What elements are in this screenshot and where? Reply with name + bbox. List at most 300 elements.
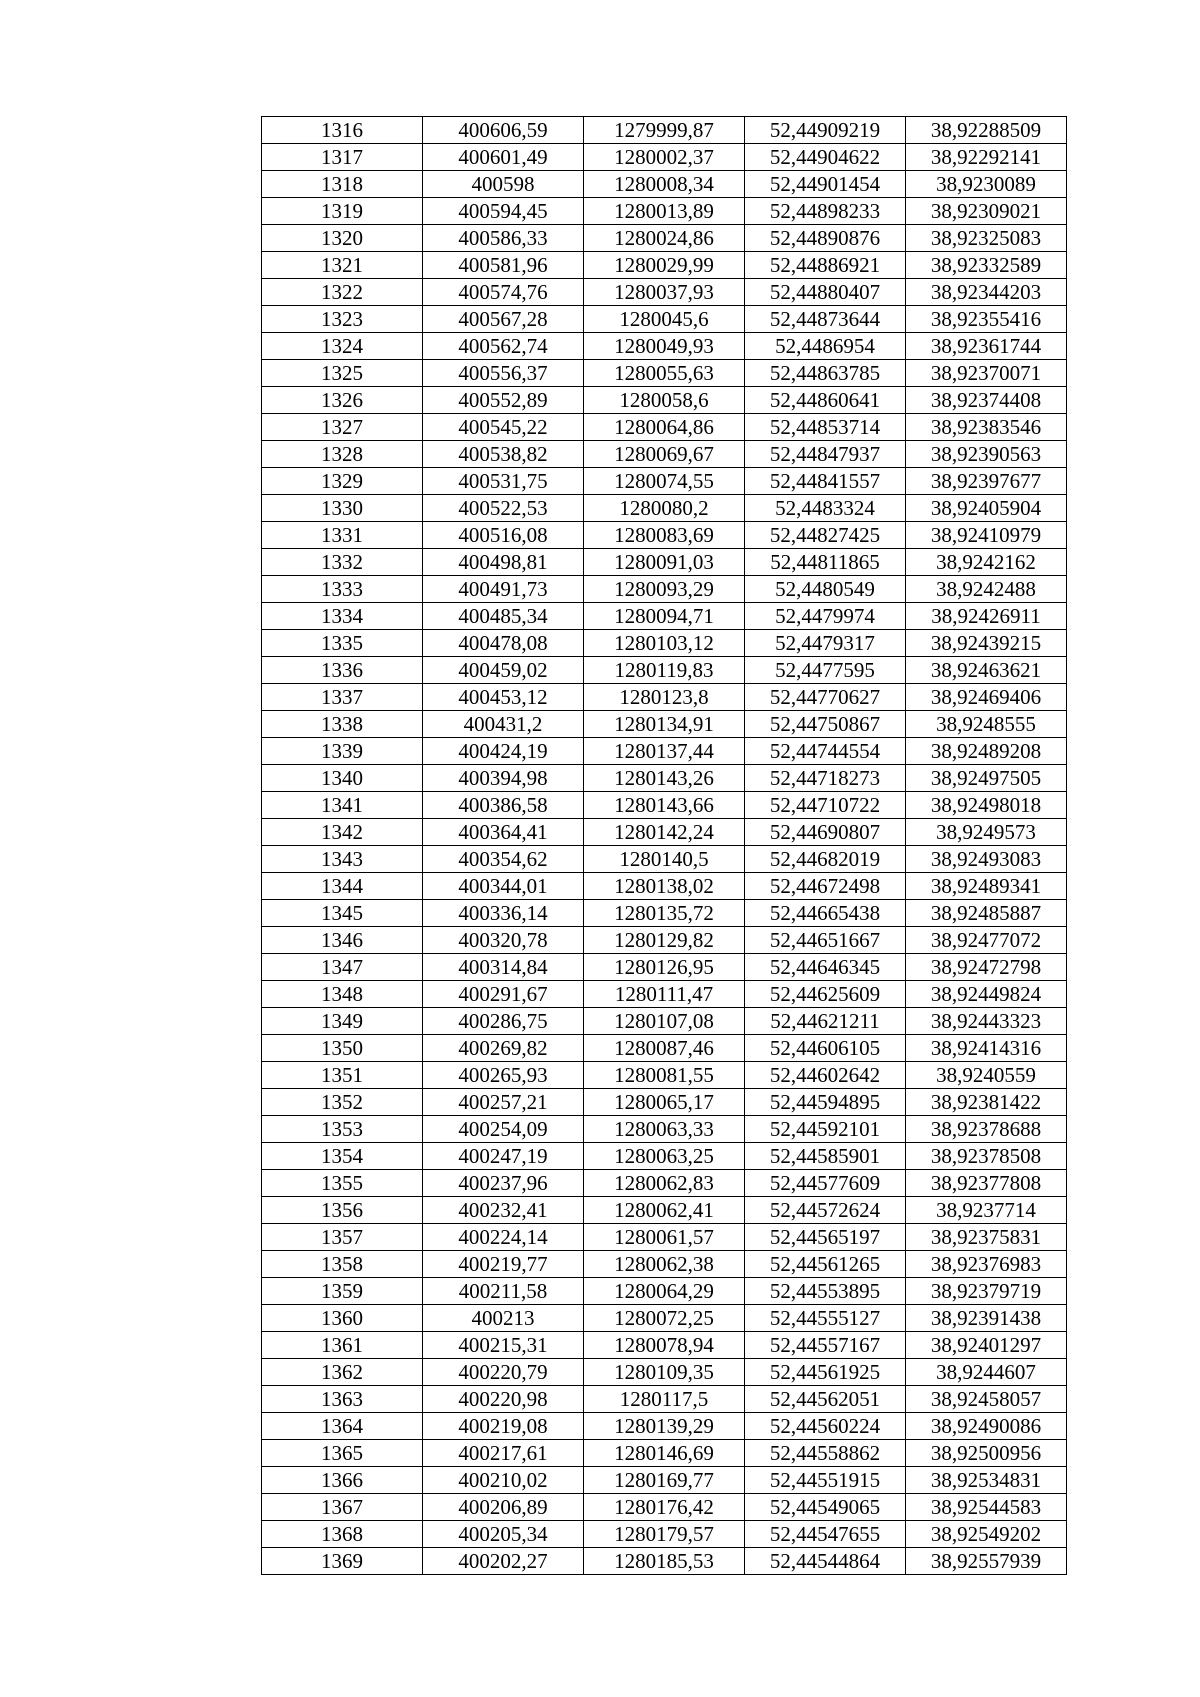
point-number-cell: 1360 xyxy=(262,1305,423,1332)
latitude-cell: 52,44904622 xyxy=(745,144,906,171)
point-number-cell: 1357 xyxy=(262,1224,423,1251)
longitude-cell: 38,92458057 xyxy=(906,1386,1067,1413)
latitude-cell: 52,44847937 xyxy=(745,441,906,468)
x-coordinate-cell: 400598 xyxy=(423,171,584,198)
latitude-cell: 52,44544864 xyxy=(745,1548,906,1575)
latitude-cell: 52,4483324 xyxy=(745,495,906,522)
point-number-cell: 1325 xyxy=(262,360,423,387)
x-coordinate-cell: 400237,96 xyxy=(423,1170,584,1197)
longitude-cell: 38,92490086 xyxy=(906,1413,1067,1440)
latitude-cell: 52,44672498 xyxy=(745,873,906,900)
longitude-cell: 38,92355416 xyxy=(906,306,1067,333)
longitude-cell: 38,92397677 xyxy=(906,468,1067,495)
longitude-cell: 38,9237714 xyxy=(906,1197,1067,1224)
latitude-cell: 52,44594895 xyxy=(745,1089,906,1116)
longitude-cell: 38,92401297 xyxy=(906,1332,1067,1359)
y-coordinate-cell: 1280176,42 xyxy=(584,1494,745,1521)
latitude-cell: 52,4480549 xyxy=(745,576,906,603)
x-coordinate-cell: 400232,41 xyxy=(423,1197,584,1224)
longitude-cell: 38,92544583 xyxy=(906,1494,1067,1521)
coordinates-table-body xyxy=(262,117,1067,1575)
table-row xyxy=(262,225,1067,252)
latitude-cell: 52,44770627 xyxy=(745,684,906,711)
point-number-cell: 1330 xyxy=(262,495,423,522)
y-coordinate-cell: 1280093,29 xyxy=(584,576,745,603)
latitude-cell: 52,44555127 xyxy=(745,1305,906,1332)
y-coordinate-cell: 1280049,93 xyxy=(584,333,745,360)
latitude-cell: 52,44651667 xyxy=(745,927,906,954)
table-row xyxy=(262,441,1067,468)
longitude-cell: 38,92391438 xyxy=(906,1305,1067,1332)
table-row xyxy=(262,1413,1067,1440)
y-coordinate-cell: 1280137,44 xyxy=(584,738,745,765)
y-coordinate-cell: 1280146,69 xyxy=(584,1440,745,1467)
y-coordinate-cell: 1280061,57 xyxy=(584,1224,745,1251)
x-coordinate-cell: 400213 xyxy=(423,1305,584,1332)
table-row xyxy=(262,1116,1067,1143)
longitude-cell: 38,92489208 xyxy=(906,738,1067,765)
longitude-cell: 38,92489341 xyxy=(906,873,1067,900)
longitude-cell: 38,92377808 xyxy=(906,1170,1067,1197)
x-coordinate-cell: 400344,01 xyxy=(423,873,584,900)
longitude-cell: 38,92449824 xyxy=(906,981,1067,1008)
longitude-cell: 38,92557939 xyxy=(906,1548,1067,1575)
point-number-cell: 1339 xyxy=(262,738,423,765)
table-row xyxy=(262,495,1067,522)
longitude-cell: 38,92443323 xyxy=(906,1008,1067,1035)
table-row xyxy=(262,252,1067,279)
latitude-cell: 52,4479974 xyxy=(745,603,906,630)
latitude-cell: 52,44811865 xyxy=(745,549,906,576)
point-number-cell: 1323 xyxy=(262,306,423,333)
x-coordinate-cell: 400219,77 xyxy=(423,1251,584,1278)
y-coordinate-cell: 1280111,47 xyxy=(584,981,745,1008)
longitude-cell: 38,92344203 xyxy=(906,279,1067,306)
table-row xyxy=(262,927,1067,954)
point-number-cell: 1356 xyxy=(262,1197,423,1224)
table-row xyxy=(262,171,1067,198)
y-coordinate-cell: 1280063,25 xyxy=(584,1143,745,1170)
y-coordinate-cell: 1280134,91 xyxy=(584,711,745,738)
point-number-cell: 1351 xyxy=(262,1062,423,1089)
latitude-cell: 52,44873644 xyxy=(745,306,906,333)
latitude-cell: 52,44560224 xyxy=(745,1413,906,1440)
latitude-cell: 52,44827425 xyxy=(745,522,906,549)
point-number-cell: 1338 xyxy=(262,711,423,738)
x-coordinate-cell: 400220,79 xyxy=(423,1359,584,1386)
y-coordinate-cell: 1280117,5 xyxy=(584,1386,745,1413)
point-number-cell: 1361 xyxy=(262,1332,423,1359)
point-number-cell: 1354 xyxy=(262,1143,423,1170)
x-coordinate-cell: 400485,34 xyxy=(423,603,584,630)
table-row xyxy=(262,306,1067,333)
x-coordinate-cell: 400581,96 xyxy=(423,252,584,279)
longitude-cell: 38,92477072 xyxy=(906,927,1067,954)
x-coordinate-cell: 400552,89 xyxy=(423,387,584,414)
x-coordinate-cell: 400286,75 xyxy=(423,1008,584,1035)
longitude-cell: 38,92374408 xyxy=(906,387,1067,414)
y-coordinate-cell: 1280142,24 xyxy=(584,819,745,846)
longitude-cell: 38,92472798 xyxy=(906,954,1067,981)
longitude-cell: 38,92500956 xyxy=(906,1440,1067,1467)
table-row xyxy=(262,846,1067,873)
table-row xyxy=(262,657,1067,684)
y-coordinate-cell: 1280119,83 xyxy=(584,657,745,684)
y-coordinate-cell: 1280037,93 xyxy=(584,279,745,306)
longitude-cell: 38,92288509 xyxy=(906,117,1067,144)
table-row xyxy=(262,522,1067,549)
y-coordinate-cell: 1280143,26 xyxy=(584,765,745,792)
longitude-cell: 38,92534831 xyxy=(906,1467,1067,1494)
latitude-cell: 52,4479317 xyxy=(745,630,906,657)
x-coordinate-cell: 400364,41 xyxy=(423,819,584,846)
table-row xyxy=(262,684,1067,711)
x-coordinate-cell: 400219,08 xyxy=(423,1413,584,1440)
x-coordinate-cell: 400491,73 xyxy=(423,576,584,603)
point-number-cell: 1318 xyxy=(262,171,423,198)
longitude-cell: 38,9248555 xyxy=(906,711,1067,738)
y-coordinate-cell: 1280072,25 xyxy=(584,1305,745,1332)
latitude-cell: 52,44592101 xyxy=(745,1116,906,1143)
y-coordinate-cell: 1280143,66 xyxy=(584,792,745,819)
latitude-cell: 52,44690807 xyxy=(745,819,906,846)
longitude-cell: 38,92332589 xyxy=(906,252,1067,279)
point-number-cell: 1348 xyxy=(262,981,423,1008)
point-number-cell: 1367 xyxy=(262,1494,423,1521)
point-number-cell: 1327 xyxy=(262,414,423,441)
x-coordinate-cell: 400205,34 xyxy=(423,1521,584,1548)
y-coordinate-cell: 1280062,41 xyxy=(584,1197,745,1224)
point-number-cell: 1337 xyxy=(262,684,423,711)
table-row xyxy=(262,603,1067,630)
longitude-cell: 38,92379719 xyxy=(906,1278,1067,1305)
point-number-cell: 1350 xyxy=(262,1035,423,1062)
x-coordinate-cell: 400522,53 xyxy=(423,495,584,522)
x-coordinate-cell: 400265,93 xyxy=(423,1062,584,1089)
longitude-cell: 38,92426911 xyxy=(906,603,1067,630)
latitude-cell: 52,44665438 xyxy=(745,900,906,927)
x-coordinate-cell: 400206,89 xyxy=(423,1494,584,1521)
point-number-cell: 1340 xyxy=(262,765,423,792)
point-number-cell: 1369 xyxy=(262,1548,423,1575)
x-coordinate-cell: 400217,61 xyxy=(423,1440,584,1467)
table-row xyxy=(262,279,1067,306)
table-row xyxy=(262,576,1067,603)
latitude-cell: 52,44553895 xyxy=(745,1278,906,1305)
table-row xyxy=(262,1062,1067,1089)
x-coordinate-cell: 400269,82 xyxy=(423,1035,584,1062)
point-number-cell: 1343 xyxy=(262,846,423,873)
longitude-cell: 38,9244607 xyxy=(906,1359,1067,1386)
point-number-cell: 1346 xyxy=(262,927,423,954)
y-coordinate-cell: 1280083,69 xyxy=(584,522,745,549)
longitude-cell: 38,9242488 xyxy=(906,576,1067,603)
x-coordinate-cell: 400498,81 xyxy=(423,549,584,576)
y-coordinate-cell: 1280065,17 xyxy=(584,1089,745,1116)
latitude-cell: 52,44750867 xyxy=(745,711,906,738)
table-row xyxy=(262,792,1067,819)
table-row xyxy=(262,1170,1067,1197)
point-number-cell: 1364 xyxy=(262,1413,423,1440)
longitude-cell: 38,92309021 xyxy=(906,198,1067,225)
table-row xyxy=(262,1251,1067,1278)
latitude-cell: 52,44863785 xyxy=(745,360,906,387)
longitude-cell: 38,92497505 xyxy=(906,765,1067,792)
latitude-cell: 52,44549065 xyxy=(745,1494,906,1521)
y-coordinate-cell: 1280045,6 xyxy=(584,306,745,333)
x-coordinate-cell: 400394,98 xyxy=(423,765,584,792)
x-coordinate-cell: 400562,74 xyxy=(423,333,584,360)
point-number-cell: 1366 xyxy=(262,1467,423,1494)
y-coordinate-cell: 1279999,87 xyxy=(584,117,745,144)
longitude-cell: 38,92378688 xyxy=(906,1116,1067,1143)
y-coordinate-cell: 1280123,8 xyxy=(584,684,745,711)
table-row xyxy=(262,414,1067,441)
point-number-cell: 1328 xyxy=(262,441,423,468)
y-coordinate-cell: 1280080,2 xyxy=(584,495,745,522)
y-coordinate-cell: 1280179,57 xyxy=(584,1521,745,1548)
latitude-cell: 52,44606105 xyxy=(745,1035,906,1062)
latitude-cell: 52,44841557 xyxy=(745,468,906,495)
table-row xyxy=(262,765,1067,792)
x-coordinate-cell: 400453,12 xyxy=(423,684,584,711)
y-coordinate-cell: 1280002,37 xyxy=(584,144,745,171)
table-row xyxy=(262,117,1067,144)
y-coordinate-cell: 1280109,35 xyxy=(584,1359,745,1386)
y-coordinate-cell: 1280169,77 xyxy=(584,1467,745,1494)
x-coordinate-cell: 400354,62 xyxy=(423,846,584,873)
x-coordinate-cell: 400586,33 xyxy=(423,225,584,252)
point-number-cell: 1322 xyxy=(262,279,423,306)
table-row xyxy=(262,954,1067,981)
y-coordinate-cell: 1280135,72 xyxy=(584,900,745,927)
x-coordinate-cell: 400254,09 xyxy=(423,1116,584,1143)
y-coordinate-cell: 1280081,55 xyxy=(584,1062,745,1089)
table-row xyxy=(262,1521,1067,1548)
x-coordinate-cell: 400211,58 xyxy=(423,1278,584,1305)
latitude-cell: 52,44646345 xyxy=(745,954,906,981)
latitude-cell: 52,4477595 xyxy=(745,657,906,684)
point-number-cell: 1319 xyxy=(262,198,423,225)
point-number-cell: 1326 xyxy=(262,387,423,414)
y-coordinate-cell: 1280074,55 xyxy=(584,468,745,495)
point-number-cell: 1333 xyxy=(262,576,423,603)
point-number-cell: 1347 xyxy=(262,954,423,981)
point-number-cell: 1336 xyxy=(262,657,423,684)
latitude-cell: 52,44551915 xyxy=(745,1467,906,1494)
y-coordinate-cell: 1280062,83 xyxy=(584,1170,745,1197)
table-row xyxy=(262,387,1067,414)
x-coordinate-cell: 400531,75 xyxy=(423,468,584,495)
point-number-cell: 1353 xyxy=(262,1116,423,1143)
y-coordinate-cell: 1280091,03 xyxy=(584,549,745,576)
y-coordinate-cell: 1280013,89 xyxy=(584,198,745,225)
table-row xyxy=(262,630,1067,657)
y-coordinate-cell: 1280062,38 xyxy=(584,1251,745,1278)
x-coordinate-cell: 400538,82 xyxy=(423,441,584,468)
x-coordinate-cell: 400320,78 xyxy=(423,927,584,954)
latitude-cell: 52,44909219 xyxy=(745,117,906,144)
point-number-cell: 1342 xyxy=(262,819,423,846)
longitude-cell: 38,92378508 xyxy=(906,1143,1067,1170)
point-number-cell: 1316 xyxy=(262,117,423,144)
latitude-cell: 52,44880407 xyxy=(745,279,906,306)
longitude-cell: 38,9242162 xyxy=(906,549,1067,576)
longitude-cell: 38,92383546 xyxy=(906,414,1067,441)
x-coordinate-cell: 400247,19 xyxy=(423,1143,584,1170)
x-coordinate-cell: 400459,02 xyxy=(423,657,584,684)
table-row xyxy=(262,1278,1067,1305)
latitude-cell: 52,44561265 xyxy=(745,1251,906,1278)
y-coordinate-cell: 1280024,86 xyxy=(584,225,745,252)
y-coordinate-cell: 1280126,95 xyxy=(584,954,745,981)
table-row xyxy=(262,900,1067,927)
x-coordinate-cell: 400257,21 xyxy=(423,1089,584,1116)
table-row xyxy=(262,1494,1067,1521)
point-number-cell: 1363 xyxy=(262,1386,423,1413)
x-coordinate-cell: 400220,98 xyxy=(423,1386,584,1413)
point-number-cell: 1335 xyxy=(262,630,423,657)
y-coordinate-cell: 1280008,34 xyxy=(584,171,745,198)
table-row xyxy=(262,1008,1067,1035)
y-coordinate-cell: 1280138,02 xyxy=(584,873,745,900)
point-number-cell: 1324 xyxy=(262,333,423,360)
table-row xyxy=(262,1224,1067,1251)
table-row xyxy=(262,1332,1067,1359)
y-coordinate-cell: 1280139,29 xyxy=(584,1413,745,1440)
x-coordinate-cell: 400545,22 xyxy=(423,414,584,441)
y-coordinate-cell: 1280029,99 xyxy=(584,252,745,279)
longitude-cell: 38,92469406 xyxy=(906,684,1067,711)
latitude-cell: 52,44710722 xyxy=(745,792,906,819)
x-coordinate-cell: 400606,59 xyxy=(423,117,584,144)
latitude-cell: 52,44565197 xyxy=(745,1224,906,1251)
y-coordinate-cell: 1280129,82 xyxy=(584,927,745,954)
table-row xyxy=(262,873,1067,900)
point-number-cell: 1352 xyxy=(262,1089,423,1116)
y-coordinate-cell: 1280064,86 xyxy=(584,414,745,441)
latitude-cell: 52,44558862 xyxy=(745,1440,906,1467)
longitude-cell: 38,92463621 xyxy=(906,657,1067,684)
table-row xyxy=(262,1359,1067,1386)
longitude-cell: 38,92410979 xyxy=(906,522,1067,549)
table-row xyxy=(262,333,1067,360)
point-number-cell: 1317 xyxy=(262,144,423,171)
x-coordinate-cell: 400314,84 xyxy=(423,954,584,981)
x-coordinate-cell: 400594,45 xyxy=(423,198,584,225)
point-number-cell: 1349 xyxy=(262,1008,423,1035)
table-row xyxy=(262,1089,1067,1116)
latitude-cell: 52,44547655 xyxy=(745,1521,906,1548)
latitude-cell: 52,44621211 xyxy=(745,1008,906,1035)
coordinates-table xyxy=(261,116,1067,1575)
table-row xyxy=(262,144,1067,171)
point-number-cell: 1355 xyxy=(262,1170,423,1197)
longitude-cell: 38,92292141 xyxy=(906,144,1067,171)
point-number-cell: 1365 xyxy=(262,1440,423,1467)
longitude-cell: 38,92493083 xyxy=(906,846,1067,873)
x-coordinate-cell: 400224,14 xyxy=(423,1224,584,1251)
point-number-cell: 1368 xyxy=(262,1521,423,1548)
longitude-cell: 38,9240559 xyxy=(906,1062,1067,1089)
table-row xyxy=(262,1548,1067,1575)
point-number-cell: 1331 xyxy=(262,522,423,549)
longitude-cell: 38,92375831 xyxy=(906,1224,1067,1251)
x-coordinate-cell: 400478,08 xyxy=(423,630,584,657)
latitude-cell: 52,44718273 xyxy=(745,765,906,792)
longitude-cell: 38,92381422 xyxy=(906,1089,1067,1116)
latitude-cell: 52,44585901 xyxy=(745,1143,906,1170)
table-row xyxy=(262,1305,1067,1332)
point-number-cell: 1345 xyxy=(262,900,423,927)
table-row xyxy=(262,1035,1067,1062)
x-coordinate-cell: 400291,67 xyxy=(423,981,584,1008)
latitude-cell: 52,44682019 xyxy=(745,846,906,873)
y-coordinate-cell: 1280087,46 xyxy=(584,1035,745,1062)
point-number-cell: 1334 xyxy=(262,603,423,630)
table-row xyxy=(262,819,1067,846)
point-number-cell: 1332 xyxy=(262,549,423,576)
longitude-cell: 38,92361744 xyxy=(906,333,1067,360)
x-coordinate-cell: 400567,28 xyxy=(423,306,584,333)
y-coordinate-cell: 1280107,08 xyxy=(584,1008,745,1035)
x-coordinate-cell: 400601,49 xyxy=(423,144,584,171)
x-coordinate-cell: 400556,37 xyxy=(423,360,584,387)
point-number-cell: 1359 xyxy=(262,1278,423,1305)
table-row xyxy=(262,1143,1067,1170)
point-number-cell: 1362 xyxy=(262,1359,423,1386)
longitude-cell: 38,9230089 xyxy=(906,171,1067,198)
x-coordinate-cell: 400210,02 xyxy=(423,1467,584,1494)
latitude-cell: 52,44890876 xyxy=(745,225,906,252)
longitude-cell: 38,92485887 xyxy=(906,900,1067,927)
latitude-cell: 52,44602642 xyxy=(745,1062,906,1089)
table-row xyxy=(262,198,1067,225)
point-number-cell: 1344 xyxy=(262,873,423,900)
longitude-cell: 38,92498018 xyxy=(906,792,1067,819)
y-coordinate-cell: 1280064,29 xyxy=(584,1278,745,1305)
x-coordinate-cell: 400516,08 xyxy=(423,522,584,549)
y-coordinate-cell: 1280185,53 xyxy=(584,1548,745,1575)
longitude-cell: 38,92325083 xyxy=(906,225,1067,252)
latitude-cell: 52,44562051 xyxy=(745,1386,906,1413)
table-row xyxy=(262,468,1067,495)
longitude-cell: 38,92405904 xyxy=(906,495,1067,522)
table-row xyxy=(262,360,1067,387)
table-row xyxy=(262,738,1067,765)
table-row xyxy=(262,1386,1067,1413)
x-coordinate-cell: 400424,19 xyxy=(423,738,584,765)
x-coordinate-cell: 400386,58 xyxy=(423,792,584,819)
point-number-cell: 1321 xyxy=(262,252,423,279)
x-coordinate-cell: 400431,2 xyxy=(423,711,584,738)
x-coordinate-cell: 400215,31 xyxy=(423,1332,584,1359)
latitude-cell: 52,44561925 xyxy=(745,1359,906,1386)
x-coordinate-cell: 400574,76 xyxy=(423,279,584,306)
table-row xyxy=(262,711,1067,738)
latitude-cell: 52,44572624 xyxy=(745,1197,906,1224)
longitude-cell: 38,92439215 xyxy=(906,630,1067,657)
longitude-cell: 38,92376983 xyxy=(906,1251,1067,1278)
latitude-cell: 52,44901454 xyxy=(745,171,906,198)
y-coordinate-cell: 1280094,71 xyxy=(584,603,745,630)
longitude-cell: 38,92390563 xyxy=(906,441,1067,468)
longitude-cell: 38,92414316 xyxy=(906,1035,1067,1062)
y-coordinate-cell: 1280103,12 xyxy=(584,630,745,657)
latitude-cell: 52,44625609 xyxy=(745,981,906,1008)
latitude-cell: 52,44557167 xyxy=(745,1332,906,1359)
latitude-cell: 52,44577609 xyxy=(745,1170,906,1197)
